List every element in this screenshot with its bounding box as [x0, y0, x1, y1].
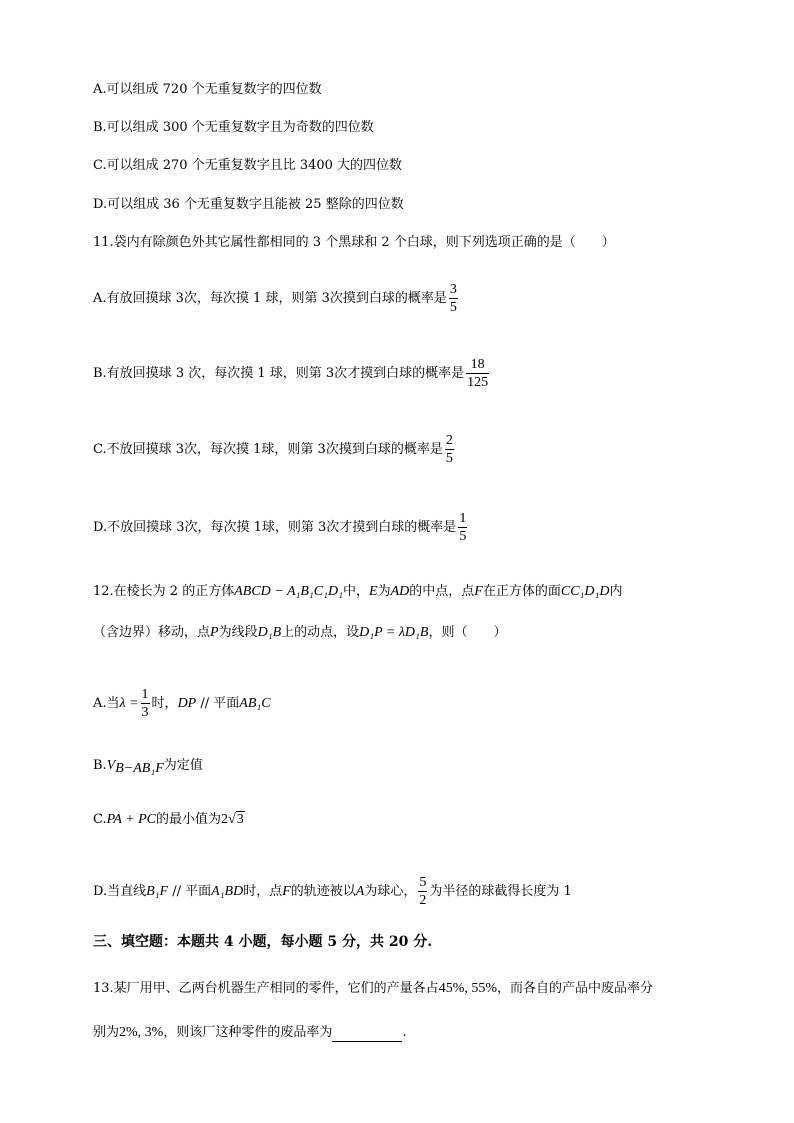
text: 12.在棱长为 2 的正方体 — [93, 584, 235, 599]
text: 在正方体的面 — [482, 584, 561, 599]
q10-option-a: A.可以组成 720 个无重复数字的四位数 — [93, 82, 322, 97]
cube-label: ABCD − A₁B₁C₁D₁ — [234, 584, 343, 599]
text: 时，点 — [243, 884, 283, 899]
segment-ad: AD — [390, 584, 410, 599]
text: 内 — [609, 584, 623, 599]
point-p: P — [210, 625, 219, 640]
denominator: 5 — [449, 300, 457, 315]
denominator: 3 — [141, 705, 149, 720]
volume-subscript: B−AB₁F — [115, 761, 164, 776]
q11-option-d-text: D.不放回摸球 3次，每次摸 1球，则第 3次才摸到白球的概率是 — [93, 520, 457, 535]
text: 为 — [377, 584, 391, 599]
sqrt-symbol: √3 — [228, 812, 244, 827]
q11-stem: 11.袋内有除颜色外其它属性都相同的 3 个黑球和 2 个白球，则下列选项正确的是（ ） — [93, 235, 615, 250]
text: ，则（ ） — [428, 625, 507, 640]
denominator: 5 — [459, 529, 467, 544]
numerator: 2 — [445, 433, 453, 448]
answer-blank[interactable] — [332, 1027, 402, 1042]
q11-option-b-fraction — [466, 356, 489, 391]
q11-option-a — [93, 281, 460, 316]
text: // 平面 — [168, 884, 212, 899]
q12-option-b — [93, 757, 203, 778]
segment-dp: DP — [177, 696, 197, 711]
text: 中， — [343, 584, 370, 599]
text: 为半径的球截得长度为 1 — [429, 884, 572, 899]
q12-option-d — [93, 874, 572, 909]
text: B. — [93, 758, 107, 773]
q12-stem-line2 — [93, 624, 506, 642]
q11-option-c — [93, 432, 456, 467]
q10-option-b: B.可以组成 300 个无重复数字且为奇数的四位数 — [93, 120, 374, 135]
text: 为线段 — [218, 625, 258, 640]
q11-option-b-text: B.有放回摸球 3 次，每次摸 1 球，则第 3次才摸到白球的概率是 — [93, 366, 465, 381]
q10-option-c: C.可以组成 270 个无重复数字且比 3400 大的四位数 — [93, 158, 403, 173]
denominator: 125 — [467, 375, 489, 390]
text: . — [402, 1025, 407, 1040]
text: （含边界）移动，点 — [93, 625, 211, 640]
q12-stem-line1 — [93, 583, 623, 601]
q12-option-a-fraction — [141, 686, 150, 721]
text: C. — [93, 812, 107, 827]
q11-option-d — [93, 510, 469, 545]
q11-option-c-fraction — [445, 432, 454, 467]
q11-option-c-text: C.不放回摸球 3次，每次摸 1球，则第 3次摸到白球的概率是 — [93, 442, 443, 457]
text: ，而各自的产品中废品率分 — [497, 981, 654, 996]
text: 别为 — [93, 1025, 120, 1040]
q12-option-c — [93, 811, 245, 829]
q13-line2 — [93, 1024, 407, 1042]
point-f: F — [282, 884, 291, 899]
expression: PA + PC — [106, 812, 157, 827]
percentages: 2%, 3% — [119, 1025, 164, 1040]
text: 为球心， — [364, 884, 417, 899]
radicand: 3 — [236, 812, 244, 827]
numerator: 1 — [459, 511, 467, 526]
numerator: 18 — [466, 356, 489, 374]
denominator: 2 — [419, 893, 427, 908]
q13-line1 — [93, 980, 653, 998]
point-e: E — [369, 584, 378, 599]
q11-option-b — [93, 356, 491, 391]
q10-option-d: D.可以组成 36 个无重复数字且能被 25 整除的四位数 — [93, 197, 404, 212]
text: D.当直线 — [93, 884, 147, 899]
text: 上的动点，设 — [281, 625, 360, 640]
text: 的轨迹被以 — [290, 884, 356, 899]
plane-label: AB₁C — [239, 696, 271, 711]
percentages: 45%, 55% — [438, 981, 498, 996]
equation: D₁P = λD₁B — [359, 625, 429, 640]
volume-symbol: V — [106, 758, 116, 773]
numerator: 3 — [449, 282, 457, 297]
text: 的最小值为 — [156, 812, 222, 827]
q11-option-a-text: A.有放回摸球 3次，每次摸 1 球，则第 3次摸到白球的概率是 — [93, 291, 447, 306]
segment-d1b: D₁B — [257, 625, 282, 640]
text: ，则该厂这种零件的废品率为 — [163, 1025, 333, 1040]
numerator: 5 — [419, 875, 427, 890]
q11-option-d-fraction — [458, 510, 467, 545]
text: A.当 — [93, 696, 120, 711]
q12-option-a — [93, 686, 271, 721]
text: // 平面 — [196, 696, 240, 711]
lambda: λ = — [119, 696, 139, 711]
q11-option-a-fraction — [449, 281, 458, 316]
q12-option-d-fraction — [418, 874, 427, 909]
face-label: CC₁D₁D — [560, 584, 610, 599]
coefficient: 2 — [221, 812, 229, 827]
plane-label: A₁BD — [211, 884, 244, 899]
line-b1f: B₁F — [146, 884, 169, 899]
point-f: F — [474, 584, 483, 599]
point-a: A — [355, 884, 365, 899]
text: 时， — [151, 696, 178, 711]
denominator: 5 — [445, 451, 453, 466]
numerator: 1 — [141, 687, 149, 702]
text: 为定值 — [163, 758, 203, 773]
text: 13.某厂用甲、乙两台机器生产相同的零件，它们的产量各占 — [93, 981, 439, 996]
section-heading: 三、填空题：本题共 4 小题，每小题 5 分，共 20 分. — [93, 934, 433, 950]
text: 的中点，点 — [409, 584, 475, 599]
